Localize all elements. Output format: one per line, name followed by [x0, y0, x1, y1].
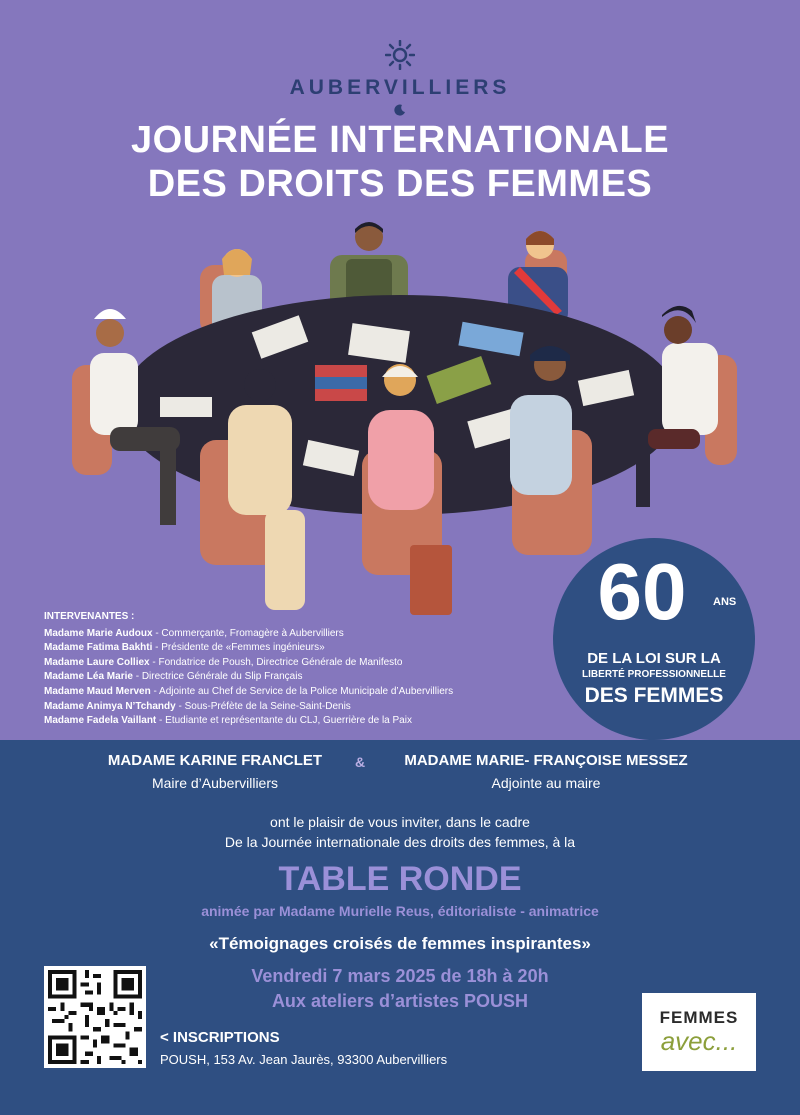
event-date: Vendredi 7 mars 2025 de 18h à 20h [251, 966, 549, 986]
speaker-role: - Etudiante et représentante du CLJ, Guerrière de la Paix [156, 715, 412, 727]
speaker-role: - Commerçante, Fromagère à Aubervilliers [152, 627, 344, 639]
speaker-item [44, 656, 564, 671]
event-title: TABLE RONDE [278, 860, 522, 898]
speaker-name: Madame Animya N’Tchandy [44, 700, 176, 712]
invitation-text [0, 812, 800, 852]
partner-line-1: FEMMES [659, 1008, 739, 1027]
speaker-item [44, 670, 564, 685]
speaker-name: Madame Marie Audoux [44, 627, 153, 639]
host-right-role: Adjointe au maire [491, 775, 601, 791]
speaker-item [44, 700, 564, 715]
speaker-role: - Fondatrice de Poush, Directrice Générale de Manifesto [149, 656, 403, 668]
host-left [95, 752, 335, 791]
event-place: Aux ateliers d’artistes POUSH [271, 991, 529, 1011]
title-line-1: JOURNÉE INTERNATIONALE [130, 119, 670, 161]
invitation-line-2: De la Journée internationale des droits des femmes, à la [224, 834, 576, 850]
event-address: POUSH, 153 Av. Jean Jaurès, 93300 Aubervilliers [160, 1052, 448, 1067]
speaker-item [44, 641, 564, 656]
aubervilliers-logo [0, 40, 800, 116]
femmes-avec-logo [642, 993, 756, 1071]
ampersand: & [355, 754, 366, 770]
moon-icon [394, 104, 406, 116]
city-name: AUBERVILLIERS [289, 76, 511, 99]
badge-number: 60 [597, 547, 687, 636]
badge-line-1: DE LA LOI SUR LA [587, 650, 721, 667]
invitation-line-1: ont le plaisir de vous inviter, dans le cadre [270, 814, 530, 830]
partner-line-2: avec... [660, 1026, 738, 1056]
speaker-role: - Directrice Générale du Slip Français [132, 671, 303, 683]
speaker-item [44, 685, 564, 700]
badge-line-3: DES FEMMES [584, 684, 724, 707]
host-left-role: Maire d’Aubervilliers [151, 775, 279, 791]
badge-line-2: LIBERTÉ PROFESSIONNELLE [582, 669, 726, 680]
host-right [385, 752, 707, 791]
speakers-heading: INTERVENANTES : [44, 611, 135, 622]
host-left-name: MADAME KARINE FRANCLET [107, 752, 323, 769]
speaker-role: - Adjointe au Chef de Service de la Police Municipale d’Aubervilliers [150, 685, 454, 697]
event-subtitle: animée par Madame Murielle Reus, éditorialiste - animatrice [201, 903, 599, 919]
speaker-item [44, 714, 564, 729]
sun-icon [385, 40, 415, 70]
speakers-list [44, 610, 564, 729]
speaker-name: Madame Maud Merven [44, 685, 151, 697]
speaker-name: Madame Laure Colliex [44, 656, 150, 668]
speaker-name: Madame Fatima Bakhti [44, 642, 153, 654]
title-line-2: DES DROITS DES FEMMES [147, 163, 653, 205]
speaker-role: - Sous-Préfète de la Seine-Saint-Denis [175, 700, 351, 712]
speaker-name: Madame Fadela Vaillant [44, 715, 157, 727]
speaker-item [44, 627, 564, 642]
page-title [0, 118, 800, 206]
badge-unit: ANS [713, 596, 737, 608]
qr-code[interactable] [44, 966, 146, 1068]
speaker-role: - Présidente de «Femmes ingénieurs» [152, 642, 325, 654]
event-quote: «Témoignages croisés de femmes inspirantes» [209, 934, 591, 953]
speaker-name: Madame Léa Marie [44, 671, 133, 683]
inscriptions-link[interactable]: < INSCRIPTIONS [160, 1029, 280, 1046]
anniversary-badge [553, 538, 755, 740]
host-right-name: MADAME MARIE- FRANÇOISE MESSEZ [404, 752, 688, 769]
